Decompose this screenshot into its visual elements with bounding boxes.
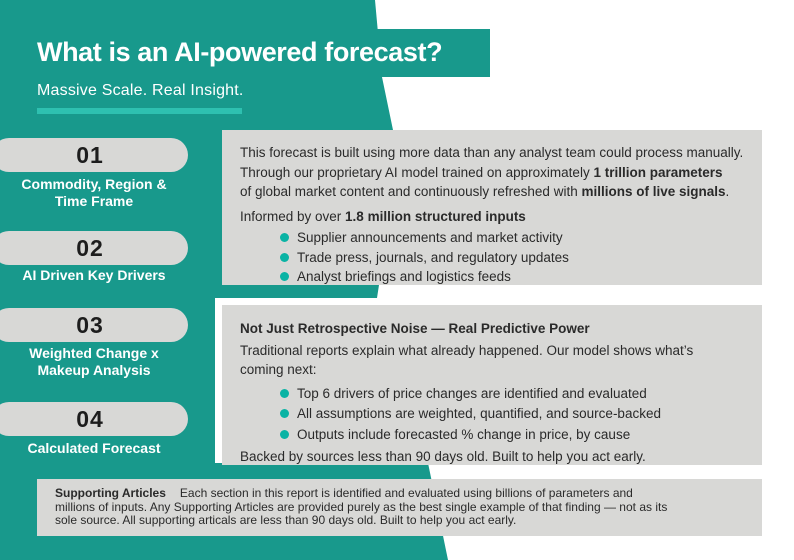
step-label-2: AI Driven Key Drivers [22,267,166,283]
subtitle-underline [37,108,242,114]
step-pill-4 [0,402,188,436]
supporting-articles-footnote [37,479,762,536]
step-number: 03 [76,312,104,338]
list-item [240,383,746,404]
input-sources-list [240,228,746,287]
bullet-icon [280,272,289,281]
step-number: 04 [76,406,104,432]
list-item [240,424,746,445]
predictive-power-panel [222,305,762,465]
title-banner [0,29,490,77]
bullet-text: Trade press, journals, and regulatory updates [297,249,569,265]
page-title: What is an AI-powered forecast? [37,37,443,67]
data-scale-panel [222,130,762,285]
step-label-1: Commodity, Region & Time Frame [21,176,167,209]
panel-footer-line: Backed by sources less than 90 days old. Built to help you act early. [240,448,646,464]
bullet-text: Top 6 drivers of price changes are identified and evaluated [297,385,647,401]
step-label-3: Weighted Change x Makeup Analysis [29,345,159,378]
bullet-icon [280,430,289,439]
list-item [240,404,746,425]
bullet-icon [280,233,289,242]
list-item [240,267,746,287]
step-number: 02 [76,235,104,261]
intro-paragraph: This forecast is built using more data than any analyst team could process manually. Through our proprietary AI model trained on approximately 1 trillion parameters of global market content and continuously refreshed with millions of live signals. [240,145,744,199]
footnote-text: Each section in this report is identified and evaluated using billions of parameters and millions of inputs. Any Supporting Articles are provided purely as the best single example of that finding — not as its sole source. All supporting articals are less than 90 days old. Built to help you act early. [55,486,668,527]
step-pill-3 [0,308,188,342]
bullet-icon [280,389,289,398]
model-outputs-list [240,383,746,445]
panel-paragraph: Traditional reports explain what already happened. Our model shows what’s coming next: [240,343,694,377]
bullet-text: All assumptions are weighted, quantified, and source-backed [297,406,661,422]
list-item [240,228,746,248]
step-pill-1 [0,138,188,172]
step-label-4: Calculated Forecast [27,440,161,456]
bullet-icon [280,253,289,262]
list-item [240,247,746,267]
bullet-icon [280,409,289,418]
bullet-text: Outputs include forecasted % change in price, by cause [297,426,631,442]
page-subtitle: Massive Scale. Real Insight. [37,82,244,99]
footnote-label: Supporting Articles [55,486,166,500]
informed-line: Informed by over 1.8 million structured inputs [240,208,526,224]
step-number: 01 [76,142,104,168]
bullet-text: Supplier announcements and market activity [297,229,563,245]
panel-heading: Not Just Retrospective Noise — Real Predictive Power [240,321,590,336]
bullet-text: Analyst briefings and logistics feeds [297,269,511,285]
step-pill-2 [0,231,188,265]
